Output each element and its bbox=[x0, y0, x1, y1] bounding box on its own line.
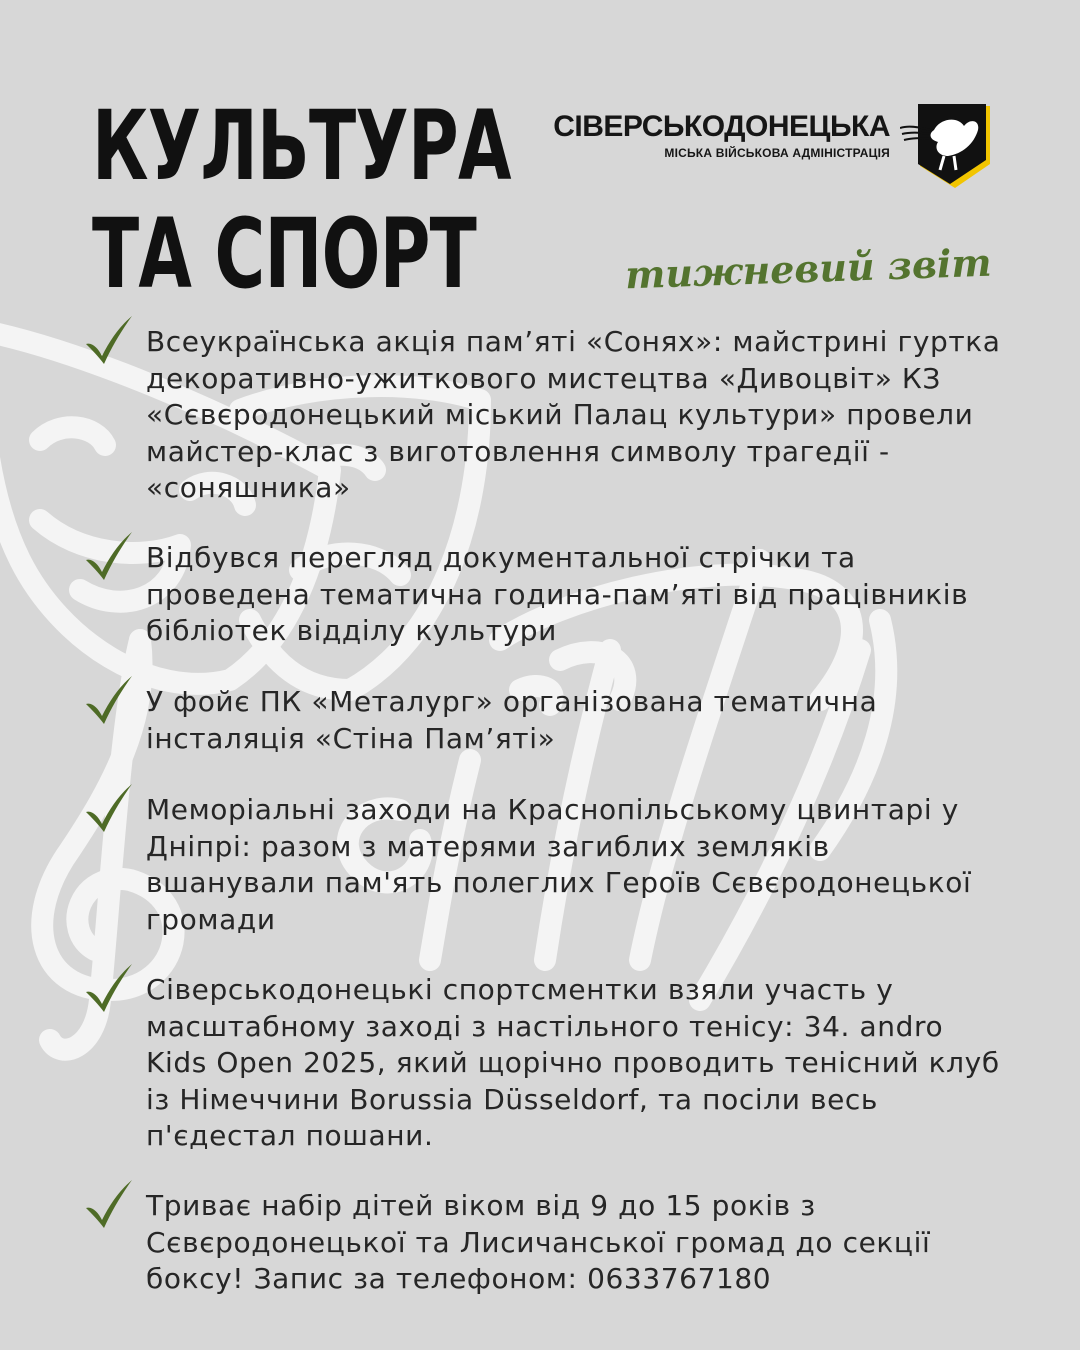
list-item-text: Триває набір дітей віком від 9 до 15 років з Сєвєродонецької та Лисичанської громад до секції боксу! Запис за телефоном: 0633767180 bbox=[146, 1189, 931, 1295]
title-line-2: ТА СПОРТ bbox=[92, 198, 477, 310]
checkmark-icon bbox=[82, 674, 134, 726]
title-line-1: КУЛЬТУРА bbox=[92, 90, 511, 202]
checkmark-icon bbox=[82, 314, 134, 366]
checkmark-icon bbox=[82, 782, 134, 834]
checkmark-icon bbox=[82, 530, 134, 582]
logo-name: СІВЕРСЬКОДОНЕЦЬКА bbox=[553, 110, 890, 143]
checkmark-icon bbox=[82, 962, 134, 1014]
list-item-text: Всеукраїнська акція пам’яті «Сонях»: майстрині гуртка декоративно-ужиткового мистецтва «Дивоцвіт» КЗ «Сєвєродонецький міський Палац культури» провели майстер-клас з виготовлення символу трагедії - «соняшника» bbox=[146, 325, 1001, 504]
checkmark-icon bbox=[82, 1178, 134, 1230]
list-item-text: Відбувся перегляд документальної стрічки та проведена тематична година-пам’яті від працівників бібліотек відділу культури bbox=[146, 541, 969, 647]
list-item-text: У фойє ПК «Металург» організована тематична інсталяція «Стіна Пам’яті» bbox=[146, 685, 878, 755]
logo-subtitle: МІСЬКА ВІЙСЬКОВА АДМІНІСТРАЦІЯ bbox=[664, 146, 890, 160]
list-item-text: Меморіальні заходи на Краснопільському цвинтарі у Дніпрі: разом з матерями загиблих земляків вшанували пам'ять полеглих Героїв Сєвєродонецької громади bbox=[146, 793, 972, 936]
weekly-report-label: тижневий звіт bbox=[624, 239, 993, 298]
list-item-text: Сіверськодонецькі спортсментки взяли участь у масштабному заході з настільного тенісу: 34. andro Kids Open 2025, який щорічно проводить тенісний клуб із Німеччини Borussia Düsseldorf, та посіли весь п'єдестал пошани. bbox=[146, 973, 1000, 1152]
